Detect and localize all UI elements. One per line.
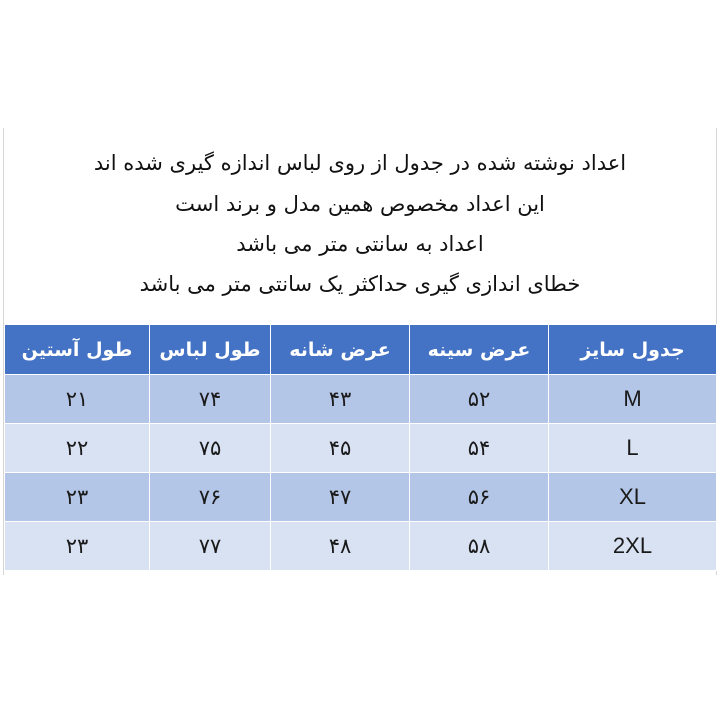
header-chest-width: عرض سینه [410, 325, 549, 375]
chest-cell: ۵۲ [410, 375, 549, 424]
size-cell: XL [549, 473, 717, 522]
note-line: خطای اندازی گیری حداکثر یک سانتی متر می باشد [139, 272, 581, 296]
note-line: اعداد به سانتی متر می باشد [236, 232, 484, 256]
length-cell: ۷۶ [150, 473, 271, 522]
header-shoulder-width: عرض شانه [271, 325, 410, 375]
length-cell: ۷۵ [150, 424, 271, 473]
header-size: جدول سایز [549, 325, 717, 375]
sleeve-cell: ۲۳ [5, 473, 150, 522]
shoulder-cell: ۴۵ [271, 424, 410, 473]
size-guide-panel [3, 128, 717, 575]
header-garment-length: طول لباس [150, 325, 271, 375]
shoulder-cell: ۴۷ [271, 473, 410, 522]
chest-cell: ۵۸ [410, 522, 549, 571]
size-table [4, 324, 717, 571]
table-header-row [5, 325, 717, 375]
shoulder-cell: ۴۸ [271, 522, 410, 571]
note-line: این اعداد مخصوص همین مدل و برند است [175, 192, 545, 216]
chest-cell: ۵۴ [410, 424, 549, 473]
size-cell: L [549, 424, 717, 473]
size-cell: M [549, 375, 717, 424]
length-cell: ۷۴ [150, 375, 271, 424]
size-cell: 2XL [549, 522, 717, 571]
note-line: اعداد نوشته شده در جدول از روی لباس اندازه گیری شده اند [93, 151, 627, 175]
shoulder-cell: ۴۳ [271, 375, 410, 424]
table-row [5, 522, 717, 571]
length-cell: ۷۷ [150, 522, 271, 571]
table-row [5, 424, 717, 473]
measurement-notes [4, 128, 716, 322]
table-row [5, 473, 717, 522]
sleeve-cell: ۲۳ [5, 522, 150, 571]
header-sleeve-length: طول آستین [5, 325, 150, 375]
sleeve-cell: ۲۲ [5, 424, 150, 473]
table-row [5, 375, 717, 424]
sleeve-cell: ۲۱ [5, 375, 150, 424]
chest-cell: ۵۶ [410, 473, 549, 522]
